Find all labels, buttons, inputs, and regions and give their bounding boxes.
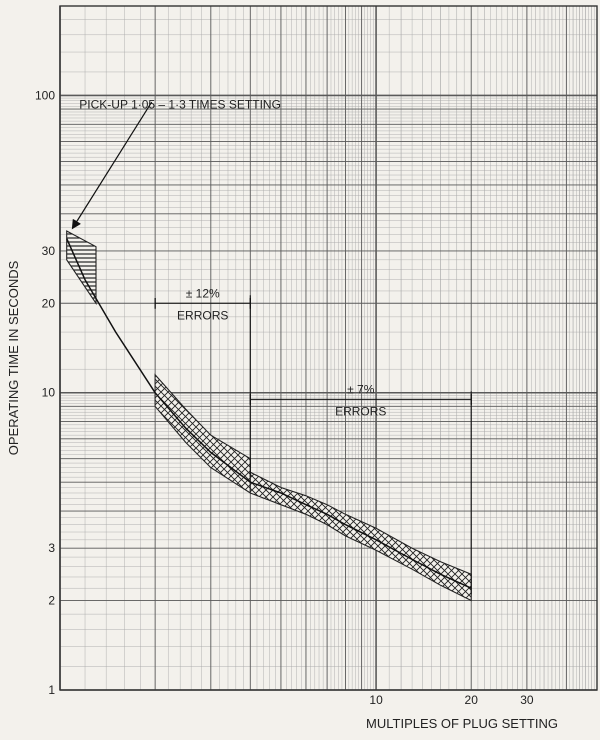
error-band bbox=[250, 472, 471, 600]
annotations bbox=[73, 97, 471, 594]
errors-label-12: ERRORS bbox=[177, 308, 229, 323]
tolerance-label-12: ± 12% bbox=[185, 286, 220, 301]
error-bands bbox=[67, 231, 472, 601]
y-axis-label: OPERATING TIME IN SECONDS bbox=[6, 260, 21, 456]
pickup-label: PICK-UP 1·05 – 1·3 TIMES SETTING bbox=[79, 97, 281, 112]
y-tick-label: 20 bbox=[41, 296, 55, 311]
y-tick-label: 2 bbox=[48, 593, 55, 608]
y-tick-label: 100 bbox=[34, 88, 55, 103]
errors-label-7: ERRORS bbox=[335, 404, 387, 419]
tolerance-label-7: ± 7% bbox=[347, 382, 375, 397]
x-tick-label: 10 bbox=[369, 693, 383, 707]
x-tick-label: 30 bbox=[520, 693, 534, 707]
x-axis-label: MULTIPLES OF PLUG SETTING bbox=[366, 716, 558, 731]
x-tick-label: 20 bbox=[464, 693, 478, 707]
y-tick-label: 1 bbox=[48, 683, 55, 697]
y-tick-label: 10 bbox=[41, 385, 55, 400]
y-tick-label: 3 bbox=[48, 541, 55, 556]
y-tick-label: 30 bbox=[41, 243, 55, 258]
